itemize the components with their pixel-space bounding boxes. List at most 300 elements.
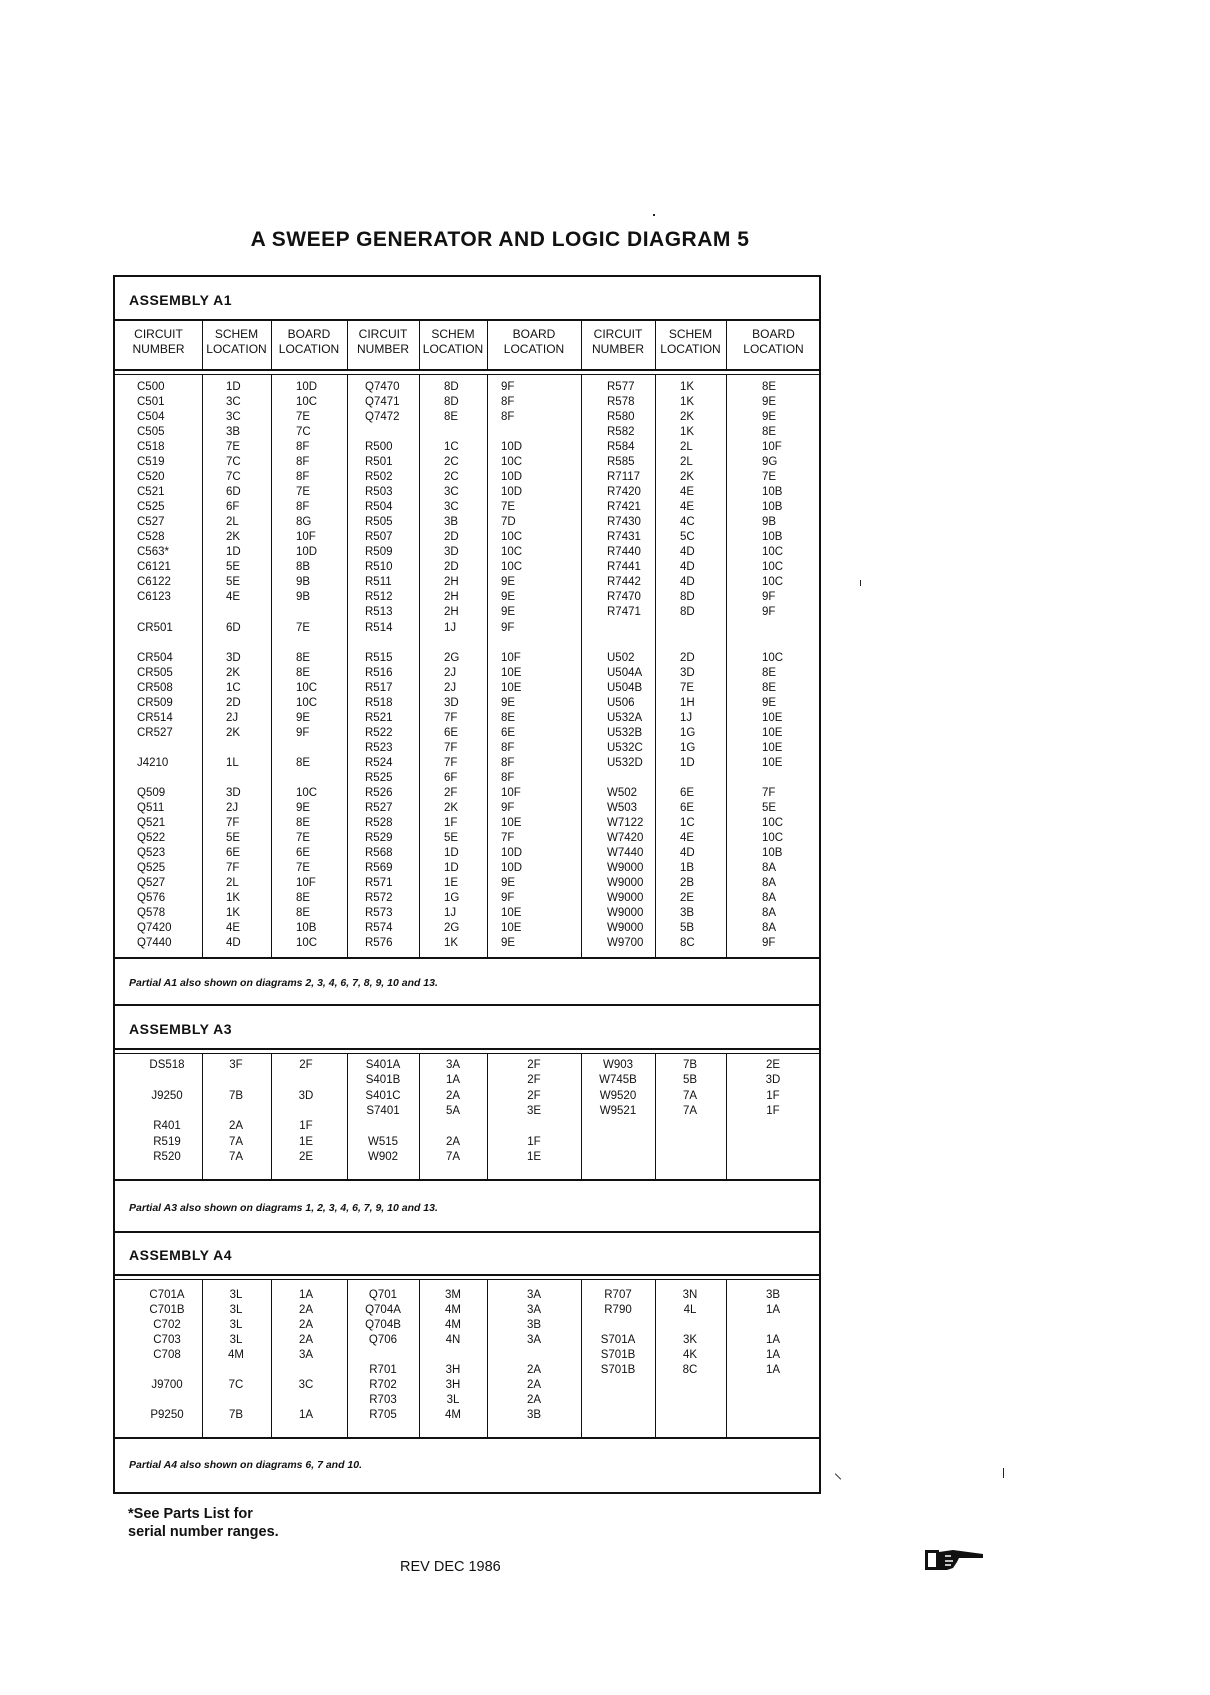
board-location: 10D: [501, 862, 523, 874]
circuit-number: R510: [365, 561, 393, 574]
schem-location: 3C: [226, 411, 241, 424]
circuit-number: Q7470: [365, 381, 400, 393]
divider: [115, 319, 819, 321]
column-divider: [487, 319, 488, 369]
board-location: 8F: [501, 396, 515, 408]
schem-location: 3H: [445, 1379, 461, 1391]
circuit-number: P9250: [150, 1409, 184, 1421]
board-location: 10C: [762, 576, 784, 589]
board-location: 9B: [296, 576, 311, 589]
schem-location: 8C: [680, 937, 695, 950]
schem-location: 4C: [680, 516, 695, 529]
circuit-number: Q522: [137, 831, 166, 844]
schem-location: 5E: [226, 576, 241, 589]
circuit-number: CR505: [137, 666, 173, 679]
schem-location: 1G: [444, 892, 460, 904]
schem-location: 3L: [229, 1289, 243, 1301]
schem-location: 5B: [682, 1074, 698, 1087]
board-location: 10E: [762, 726, 783, 739]
circuit-number: R509: [365, 546, 393, 559]
circuit-number: R516: [365, 666, 393, 679]
schem-location: 7E: [226, 441, 241, 454]
circuit-number: Q525: [137, 862, 166, 874]
schem-location: 7B: [228, 1089, 244, 1102]
board-location: 1A: [765, 1304, 781, 1316]
circuit-number: C520: [137, 471, 165, 484]
circuit-number: Q704A: [365, 1304, 401, 1316]
board-location: 7E: [296, 621, 311, 634]
schem-location: 1F: [444, 816, 458, 829]
circuit-number: S401C: [365, 1089, 401, 1102]
schem-location: 7A: [228, 1135, 244, 1148]
circuit-number: Q578: [137, 907, 166, 919]
circuit-number: W7440: [607, 846, 644, 859]
circuit-number: R522: [365, 726, 393, 739]
board-location: 8E: [762, 426, 777, 439]
schem-location: 8D: [444, 381, 459, 393]
board-location: 2A: [526, 1379, 542, 1391]
column-header: [420, 327, 486, 357]
column-divider: [271, 374, 272, 957]
circuit-number: R577: [607, 381, 635, 393]
board-location: 8A: [762, 922, 777, 935]
circuit-number: R527: [365, 801, 393, 814]
circuit-number: R701: [369, 1364, 397, 1376]
board-location: 10E: [762, 756, 783, 769]
circuit-number: U506: [607, 696, 635, 709]
scan-speck: [835, 1473, 841, 1479]
schem-location: 8C: [682, 1364, 698, 1376]
schem-location: 3D: [680, 666, 695, 679]
board-location: 8A: [762, 862, 777, 874]
column-header-line: LOCATION: [503, 342, 565, 356]
footnote: [128, 1505, 279, 1541]
column-header: [656, 327, 725, 357]
column-divider: [347, 1279, 348, 1437]
board-location: 10E: [762, 711, 783, 724]
circuit-number: Q7471: [365, 396, 400, 408]
board-location: 9E: [501, 606, 516, 619]
board-location: 2A: [526, 1364, 542, 1376]
board-location: 3A: [526, 1304, 542, 1316]
circuit-number: C563*: [137, 546, 169, 559]
circuit-number: Q7420: [137, 922, 172, 935]
circuit-number: R521: [365, 711, 393, 724]
schem-location: 2A: [228, 1120, 244, 1133]
board-location: 9E: [762, 411, 777, 424]
column-divider: [347, 374, 348, 957]
column-divider: [581, 319, 582, 369]
board-location: 8F: [296, 471, 310, 484]
board-location: 1A: [765, 1334, 781, 1346]
schem-location: 2K: [226, 531, 241, 544]
schem-location: 4E: [226, 591, 241, 604]
circuit-number: U532D: [607, 756, 643, 769]
board-location: 8F: [296, 456, 310, 469]
assembly-a3-heading: ASSEMBLY A3: [129, 1021, 233, 1037]
schem-location: 3A: [445, 1059, 461, 1071]
circuit-number: R529: [365, 831, 393, 844]
schem-location: 4M: [445, 1409, 461, 1421]
schem-location: 3K: [682, 1334, 698, 1346]
schem-location: 4M: [445, 1319, 461, 1331]
board-location: 2F: [527, 1059, 541, 1071]
schem-location: 2K: [444, 801, 459, 814]
schem-location: 8D: [680, 591, 695, 604]
circuit-number: R585: [607, 456, 635, 469]
schem-location: 1H: [680, 696, 695, 709]
circuit-number: R7471: [607, 606, 641, 619]
circuit-number: R7430: [607, 516, 641, 529]
board-location: 8E: [762, 681, 777, 694]
circuit-number: Q521: [137, 816, 166, 829]
board-location: 7C: [296, 426, 311, 439]
column-header-line: SCHEM: [431, 327, 475, 341]
schem-location: 2L: [680, 441, 693, 454]
circuit-number: R573: [365, 907, 393, 919]
schem-location: 2E: [680, 892, 695, 904]
board-location: 9E: [501, 591, 516, 604]
schem-location: 3F: [229, 1059, 243, 1071]
board-location: 7E: [296, 411, 311, 424]
schem-location: 7F: [226, 862, 240, 874]
schem-location: 1C: [226, 681, 241, 694]
column-header: [203, 327, 270, 357]
board-location: 2F: [299, 1059, 313, 1071]
schem-location: 7F: [444, 756, 458, 769]
circuit-number: R578: [607, 396, 635, 408]
schem-location: 6D: [226, 486, 241, 499]
divider: [115, 374, 819, 375]
circuit-number: R401: [153, 1120, 181, 1133]
board-location: 8F: [296, 501, 310, 514]
board-location: 10F: [501, 651, 521, 664]
board-location: 9F: [501, 621, 515, 634]
schem-location: 1J: [444, 907, 457, 919]
schem-location: 4D: [680, 576, 695, 589]
board-location: 1F: [527, 1135, 541, 1148]
schem-location: 2J: [226, 801, 239, 814]
schem-location: 7A: [682, 1089, 698, 1102]
schem-location: 4E: [680, 831, 695, 844]
schem-location: 3D: [226, 786, 241, 799]
circuit-number: S7401: [366, 1104, 400, 1117]
circuit-number: U502: [607, 651, 635, 664]
board-location: 10E: [501, 681, 522, 694]
schem-location: 2H: [444, 591, 459, 604]
circuit-number: C501: [137, 396, 165, 408]
assembly-a4-note: Partial A4 also shown on diagrams 6, 7 and 10.: [129, 1459, 363, 1471]
board-location: 9F: [501, 381, 515, 393]
board-location: 9F: [762, 591, 776, 604]
column-header: [488, 327, 580, 357]
column-header-line: LOCATION: [206, 342, 267, 356]
circuit-number: R790: [604, 1304, 632, 1316]
circuit-number: R584: [607, 441, 635, 454]
schem-location: 3C: [444, 486, 459, 499]
board-location: 9E: [501, 937, 516, 950]
board-location: 10C: [296, 786, 318, 799]
schem-location: 2G: [444, 651, 460, 664]
divider: [115, 1179, 819, 1181]
board-location: 9F: [501, 892, 515, 904]
board-location: 2A: [526, 1394, 542, 1406]
schem-location: 1A: [445, 1074, 461, 1087]
schem-location: 2D: [444, 561, 459, 574]
circuit-number: U504A: [607, 666, 643, 679]
circuit-number: R520: [153, 1150, 181, 1163]
assembly-a3-note: Partial A3 also shown on diagrams 1, 2, 3, 4, 6, 7, 9, 10 and 13.: [129, 1202, 438, 1214]
circuit-number: R7431: [607, 531, 641, 544]
schem-location: 7A: [228, 1150, 244, 1163]
circuit-number: R501: [365, 456, 393, 469]
board-location: 8E: [296, 907, 311, 919]
column-divider: [655, 1053, 656, 1179]
schem-location: 1K: [226, 892, 241, 904]
schem-location: 7B: [228, 1409, 244, 1421]
schem-location: 1K: [444, 937, 459, 950]
revision-date: REV DEC 1986: [400, 1559, 501, 1575]
circuit-number: R7117: [607, 471, 641, 484]
circuit-number: W503: [607, 801, 638, 814]
circuit-number: S701A: [600, 1334, 636, 1346]
board-location: 7E: [762, 471, 777, 484]
board-location: 10D: [501, 486, 523, 499]
board-location: 9E: [296, 801, 311, 814]
schem-location: 2D: [680, 651, 695, 664]
board-location: 7E: [296, 486, 311, 499]
board-location: 10C: [296, 681, 318, 694]
board-location: 1F: [766, 1089, 780, 1102]
schem-location: 7F: [444, 711, 458, 724]
circuit-number: R507: [365, 531, 393, 544]
schem-location: 4E: [226, 922, 241, 935]
page-title: A SWEEP GENERATOR AND LOGIC DIAGRAM 5: [250, 228, 750, 251]
schem-location: 3C: [226, 396, 241, 408]
schem-location: 2L: [680, 456, 693, 469]
schem-location: 5C: [680, 531, 695, 544]
board-location: 2E: [298, 1150, 314, 1163]
schem-location: 7C: [226, 471, 241, 484]
board-location: 10F: [296, 531, 316, 544]
circuit-number: Q7472: [365, 411, 400, 424]
column-header-line: NUMBER: [356, 342, 409, 356]
schem-location: 3M: [445, 1289, 461, 1301]
board-location: 3A: [526, 1289, 542, 1301]
circuit-number: C701B: [149, 1304, 185, 1316]
board-location: 8F: [501, 741, 515, 754]
column-header-line: NUMBER: [132, 342, 185, 356]
schem-location: 2F: [444, 786, 458, 799]
schem-location: 2L: [226, 516, 239, 529]
board-location: 10E: [501, 922, 522, 935]
circuit-number: J9700: [151, 1379, 183, 1391]
column-header-line: CIRCUIT: [593, 327, 643, 341]
circuit-number: W502: [607, 786, 638, 799]
circuit-number: R523: [365, 741, 393, 754]
column-divider: [581, 374, 582, 957]
board-location: 10C: [501, 546, 523, 559]
column-divider: [487, 374, 488, 957]
schem-location: 5B: [680, 922, 695, 935]
column-divider: [347, 319, 348, 369]
circuit-number: Q523: [137, 846, 166, 859]
circuit-number: C518: [137, 441, 165, 454]
schem-location: 7F: [226, 816, 240, 829]
column-divider: [419, 319, 420, 369]
circuit-number: W9700: [607, 937, 644, 950]
circuit-number: CR508: [137, 681, 173, 694]
divider: [115, 1053, 819, 1054]
column-divider: [726, 1279, 727, 1437]
column-divider: [202, 1279, 203, 1437]
circuit-number: W9521: [599, 1104, 637, 1117]
scan-speck: [860, 580, 861, 586]
board-location: 9E: [762, 396, 777, 408]
circuit-number: W7122: [607, 816, 644, 829]
circuit-number: C703: [153, 1334, 181, 1346]
column-divider: [487, 1053, 488, 1179]
schem-location: 8E: [444, 411, 459, 424]
schem-location: 7C: [226, 456, 241, 469]
board-location: 3A: [526, 1334, 542, 1346]
board-location: 1A: [765, 1364, 781, 1376]
circuit-number: C521: [137, 486, 165, 499]
schem-location: 1J: [444, 621, 457, 634]
column-divider: [655, 1279, 656, 1437]
circuit-number: R505: [365, 516, 393, 529]
circuit-number: R519: [153, 1135, 181, 1148]
board-location: 1A: [765, 1349, 781, 1361]
schem-location: 2H: [444, 606, 459, 619]
board-location: 10B: [762, 846, 783, 859]
column-header-line: LOCATION: [743, 342, 804, 356]
board-location: 8E: [296, 756, 311, 769]
board-location: 1E: [298, 1135, 314, 1148]
circuit-number: U532A: [607, 711, 643, 724]
schem-location: 1D: [444, 862, 459, 874]
column-divider: [726, 374, 727, 957]
schem-location: 7A: [445, 1150, 461, 1163]
schem-location: 2A: [445, 1135, 461, 1148]
circuit-number: R572: [365, 892, 393, 904]
schem-location: 1B: [680, 862, 695, 874]
board-location: 10C: [296, 396, 318, 408]
circuit-number: R524: [365, 756, 393, 769]
schem-location: 1D: [226, 546, 241, 559]
schem-location: 8D: [444, 396, 459, 408]
circuit-number: R7442: [607, 576, 641, 589]
schem-location: 2G: [444, 922, 460, 935]
schem-location: 1J: [680, 711, 693, 724]
board-location: 6E: [501, 726, 516, 739]
circuit-number: C504: [137, 411, 165, 424]
column-header-line: LOCATION: [660, 342, 721, 356]
board-location: 9E: [501, 576, 516, 589]
board-location: 3B: [526, 1319, 542, 1331]
schem-location: 3L: [446, 1394, 460, 1406]
column-divider: [655, 374, 656, 957]
circuit-number: C505: [137, 426, 165, 439]
column-header-line: SCHEM: [668, 327, 713, 341]
board-location: 9E: [501, 877, 516, 889]
board-location: 8A: [762, 877, 777, 889]
board-location: 8G: [296, 516, 312, 529]
board-location: 5E: [762, 801, 777, 814]
column-header: [116, 327, 201, 357]
schem-location: 4E: [680, 486, 695, 499]
board-location: 7F: [762, 786, 776, 799]
board-location: 10B: [762, 501, 783, 514]
schem-location: 4D: [226, 937, 241, 950]
schem-location: 6E: [680, 786, 695, 799]
board-location: 10C: [762, 546, 784, 559]
board-location: 10C: [501, 561, 523, 574]
schem-location: 2K: [680, 471, 695, 484]
circuit-number: J4210: [137, 756, 169, 769]
circuit-number: R707: [604, 1289, 632, 1301]
circuit-number: W903: [602, 1059, 634, 1071]
circuit-number: R513: [365, 606, 393, 619]
schem-location: 5E: [226, 561, 241, 574]
circuit-number: R7420: [607, 486, 641, 499]
schem-location: 5E: [444, 831, 459, 844]
board-location: 2A: [298, 1319, 314, 1331]
circuit-number: C6122: [137, 576, 171, 589]
board-location: 3D: [765, 1074, 781, 1087]
circuit-number: CR501: [137, 621, 173, 634]
circuit-number: W9000: [607, 877, 644, 889]
circuit-number: R574: [365, 922, 393, 935]
circuit-number: S401B: [365, 1074, 401, 1087]
board-location: 10D: [501, 846, 523, 859]
footnote-line: *See Parts List for: [128, 1506, 253, 1522]
column-divider: [419, 1279, 420, 1437]
schem-location: 6F: [444, 771, 458, 784]
circuit-number: R580: [607, 411, 635, 424]
schem-location: 1K: [680, 426, 695, 439]
column-divider: [202, 1053, 203, 1179]
column-divider: [726, 1053, 727, 1179]
schem-location: 2K: [226, 666, 241, 679]
circuit-number: R515: [365, 651, 393, 664]
schem-location: 3B: [680, 907, 695, 919]
divider: [115, 1004, 819, 1006]
board-location: 10C: [296, 696, 318, 709]
board-location: 10D: [501, 441, 523, 454]
schem-location: 4L: [683, 1304, 697, 1316]
column-divider: [487, 1279, 488, 1437]
footnote-line: serial number ranges.: [128, 1524, 279, 1540]
column-header: [348, 327, 418, 357]
schem-location: 2B: [680, 877, 695, 889]
schem-location: 7C: [228, 1379, 244, 1391]
schem-location: 2D: [226, 696, 241, 709]
column-header: [582, 327, 654, 357]
circuit-number: R503: [365, 486, 393, 499]
board-location: 7D: [501, 516, 516, 529]
board-location: 7E: [296, 831, 311, 844]
circuit-number: R7440: [607, 546, 641, 559]
board-location: 8E: [501, 711, 516, 724]
schem-location: 3H: [445, 1364, 461, 1376]
circuit-number: R7441: [607, 561, 641, 574]
column-divider: [347, 1053, 348, 1179]
circuit-number: Q511: [137, 801, 165, 814]
board-location: 8E: [296, 666, 311, 679]
circuit-number: R569: [365, 862, 393, 874]
schem-location: 4E: [680, 501, 695, 514]
